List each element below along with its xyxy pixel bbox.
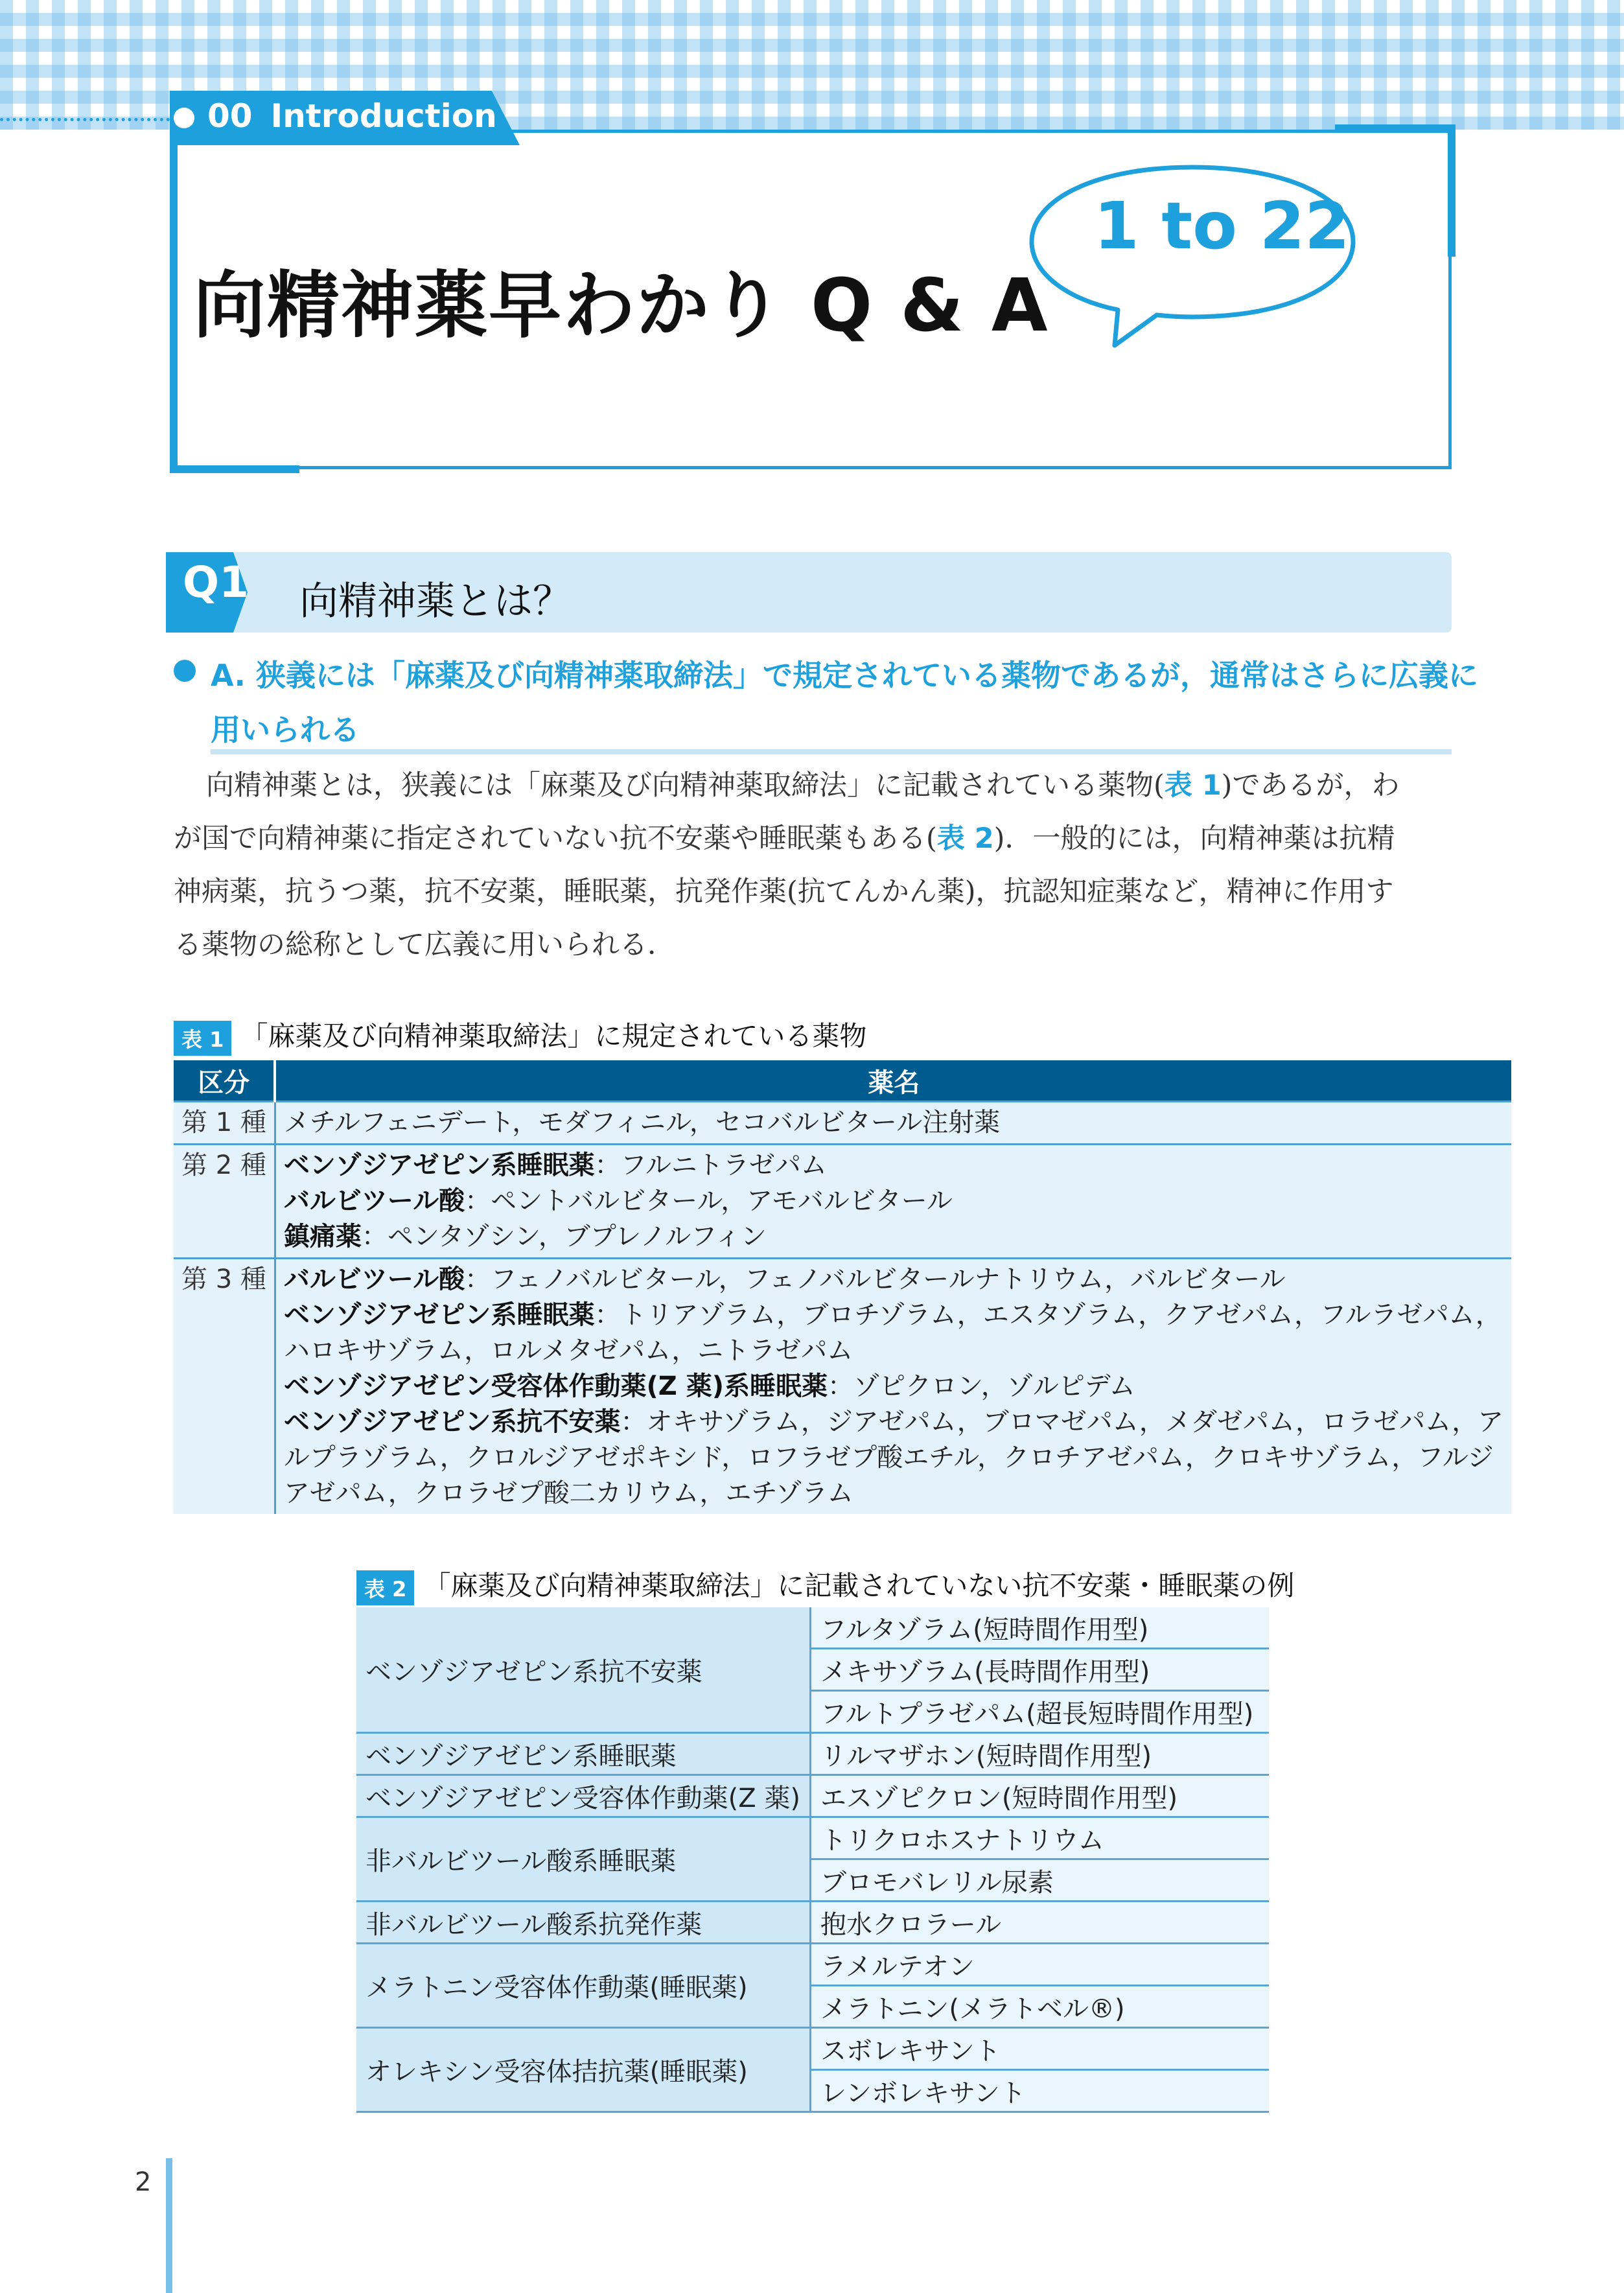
table1-caption: 表 1 「麻薬及び向精神薬取締法」に規定されている薬物 xyxy=(174,1015,866,1056)
drug-line xyxy=(284,1298,1503,1333)
drug-names: アゼパム，クロラゼプ酸二カリウム，エチゾラム xyxy=(283,1478,853,1508)
page-title: 向精神薬早わかり Q & A xyxy=(193,264,1049,348)
table-row xyxy=(356,1944,1269,1986)
table1-category-cell: 第 2 種 xyxy=(174,1145,275,1259)
drug-names: ハロキサゾラム，ロルメタゼパム，ニトラゼパム xyxy=(283,1336,853,1366)
table2-item-cell: トリクロホスナトリウム xyxy=(810,1817,1269,1859)
drug-line xyxy=(284,1262,1503,1298)
drug-line xyxy=(284,1183,1503,1219)
table1-category-cell: 第 3 種 xyxy=(174,1259,275,1515)
drug-class: ベンゾジアゼピン系抗不安薬 xyxy=(283,1407,621,1437)
frame-accent-left xyxy=(170,130,178,473)
table-row xyxy=(356,1607,1269,1649)
table2-group-cell: オレキシン受容体拮抗薬(睡眠薬) xyxy=(356,2028,810,2112)
table1-header-drug: 薬名 xyxy=(275,1060,1511,1102)
table1-header-category: 区分 xyxy=(174,1060,275,1102)
drug-names: ：フェノバルビタール，フェノバルビタールナトリウム，バルビタール xyxy=(465,1264,1286,1294)
body-line-4: る薬物の総称として広義に用いられる． xyxy=(174,929,675,961)
table2-item-cell: エスゾピクロン(短時間作用型) xyxy=(810,1775,1269,1817)
table-row xyxy=(356,2028,1269,2070)
drug-class: 鎮痛薬 xyxy=(283,1222,362,1251)
table1-drug-cell xyxy=(275,1259,1511,1515)
table2-item-cell: フルトプラゼパム(超長短時間作用型) xyxy=(810,1691,1269,1733)
drug-names: ：ペントバルビタール，アモバルビタール xyxy=(465,1186,953,1216)
table2-group-cell: 非バルビツール酸系抗発作薬 xyxy=(356,1902,810,1944)
drug-names: ：トリアゾラム，ブロチゾラム，エスタゾラム，クアゼパム，フルラゼパム， xyxy=(594,1300,1502,1330)
frame-accent-bottom xyxy=(170,465,299,473)
drug-names: ：フルニトラゼパム xyxy=(594,1150,827,1180)
table2-item-cell: メラトニン(メラトベル®) xyxy=(810,1986,1269,2028)
table-row xyxy=(174,1259,1511,1515)
answer-line-1: A. 狭義には「麻薬及び向精神薬取締法」で規定されている薬物であるが，通常はさらに広義に xyxy=(211,658,1478,693)
answer-line-2: 用いられる xyxy=(211,712,360,747)
drug-line xyxy=(284,1333,1503,1369)
table2-group-cell: ベンゾジアゼピン系抗不安薬 xyxy=(356,1607,810,1733)
table2-group-cell: 非バルビツール酸系睡眠薬 xyxy=(356,1817,810,1902)
drug-names: メチルフェニデート，モダフィニル，セコバルビタール注射薬 xyxy=(283,1108,1001,1137)
drug-line xyxy=(284,1476,1503,1511)
page-side-bar xyxy=(166,2158,172,2293)
drug-line xyxy=(284,1440,1503,1476)
table-row xyxy=(356,1817,1269,1859)
drug-line xyxy=(284,1105,1503,1141)
table2-item-cell: ブロモバレリル尿素 xyxy=(810,1859,1269,1902)
table2-item-cell: 抱水クロラール xyxy=(810,1902,1269,1944)
table2-item-cell: スボレキサント xyxy=(810,2028,1269,2070)
bubble-label: 1 to 22 xyxy=(1094,188,1350,264)
page-number: 2 xyxy=(135,2167,152,2197)
chapter-bullet xyxy=(174,108,194,128)
table1-drug-cell xyxy=(275,1102,1511,1145)
table-row xyxy=(356,1902,1269,1944)
frame-accent-right xyxy=(1448,124,1456,257)
table2-item-cell: ラメルテオン xyxy=(810,1944,1269,1986)
table1-ref[interactable]: 表 1 xyxy=(1164,769,1222,802)
drug-class: ベンゾジアゼピン系睡眠薬 xyxy=(283,1150,595,1180)
table-row xyxy=(174,1102,1511,1145)
drug-names: ：ペンタゾシン，ブプレノルフィン xyxy=(361,1222,767,1251)
answer-underline xyxy=(211,749,1452,754)
table-row xyxy=(174,1145,1511,1259)
chapter-label: 00 Introduction xyxy=(207,97,497,135)
drug-class: バルビツール酸 xyxy=(283,1264,465,1294)
drug-line xyxy=(284,1404,1503,1440)
drug-names: ：オキサゾラム，ジアゼパム，ブロマゼパム，メダゼパム，ロラゼパム，ア xyxy=(620,1407,1504,1437)
table-1 xyxy=(174,1060,1511,1514)
table-row xyxy=(356,1775,1269,1817)
table2-group-cell: メラトニン受容体作動薬(睡眠薬) xyxy=(356,1944,810,2028)
drug-names: ルプラゾラム，クロルジアゼポキシド，ロフラゼプ酸エチル，クロチアゼパム，クロキサゾラム，フルジ xyxy=(283,1443,1494,1472)
answer-bullet-icon xyxy=(174,660,196,682)
table1-drug-cell xyxy=(275,1145,1511,1259)
header-dotted-line xyxy=(0,118,170,121)
body-line-2: が国で向精神薬に指定されていない抗不安薬や睡眠薬もある(表 2)．一般的には，向精神薬は抗精 xyxy=(174,822,1395,855)
table2-badge: 表 2 xyxy=(356,1570,414,1605)
frame-accent-top xyxy=(1335,124,1456,132)
question-number: Q1 xyxy=(183,557,249,607)
drug-class: バルビツール酸 xyxy=(283,1186,465,1216)
table2-item-cell: フルタゾラム(短時間作用型) xyxy=(810,1607,1269,1649)
table2-item-cell: メキサゾラム(長時間作用型) xyxy=(810,1649,1269,1691)
drug-line xyxy=(284,1369,1503,1404)
table2-item-cell: リルマザホン(短時間作用型) xyxy=(810,1733,1269,1775)
drug-line xyxy=(284,1148,1503,1183)
table2-item-cell: レンボレキサント xyxy=(810,2070,1269,2112)
table2-ref[interactable]: 表 2 xyxy=(936,822,994,855)
drug-class: ベンゾジアゼピン系睡眠薬 xyxy=(283,1300,595,1330)
drug-line xyxy=(284,1219,1503,1255)
table1-category-cell: 第 1 種 xyxy=(174,1102,275,1145)
table2-group-cell: ベンゾジアゼピン受容体作動薬(Z 薬) xyxy=(356,1775,810,1817)
table1-badge: 表 1 xyxy=(174,1021,231,1056)
question-title: 向精神薬とは？ xyxy=(299,579,572,624)
table2-caption: 表 2 「麻薬及び向精神薬取締法」に記載されていない抗不安薬・睡眠薬の例 xyxy=(356,1565,1294,1605)
body-line-1: 向精神薬とは，狭義には「麻薬及び向精神薬取締法」に記載されている薬物(表 1)であるが，わ xyxy=(206,769,1400,802)
drug-names: ：ゾピクロン，ゾルピデム xyxy=(827,1371,1135,1401)
drug-class: ベンゾジアゼピン受容体作動薬(Z 薬)系睡眠薬 xyxy=(283,1371,828,1401)
table-2 xyxy=(356,1607,1269,2113)
body-line-3: 神病薬，抗うつ薬，抗不安薬，睡眠薬，抗発作薬(抗てんかん薬)，抗認知症薬など，精神に作用す xyxy=(174,876,1394,908)
table2-group-cell: ベンゾジアゼピン系睡眠薬 xyxy=(356,1733,810,1775)
table-row xyxy=(356,1733,1269,1775)
